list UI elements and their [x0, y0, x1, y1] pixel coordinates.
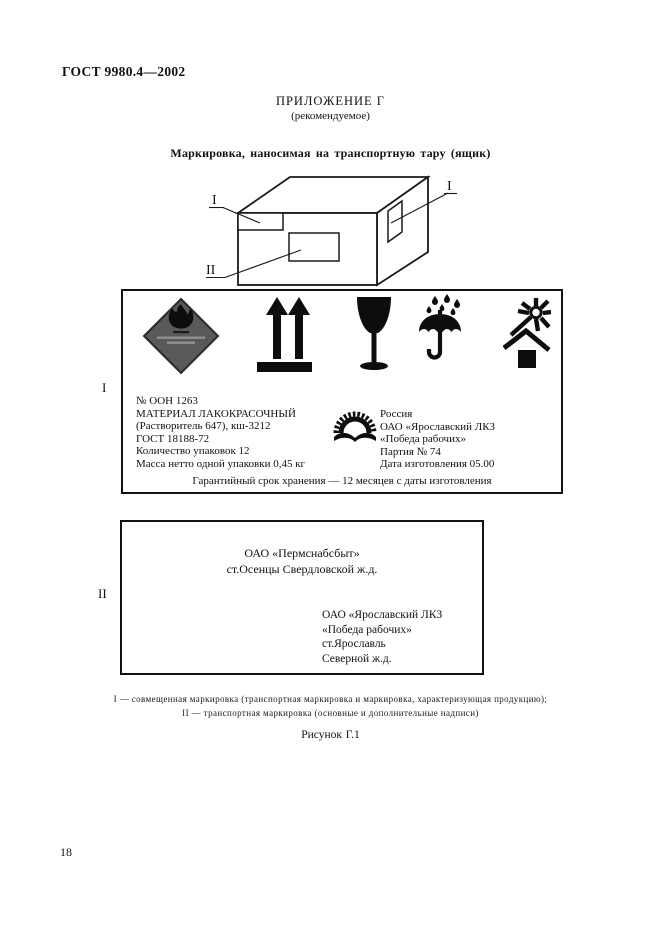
country: Россия — [380, 408, 413, 420]
appendix-heading: ПРИЛОЖЕНИЕ Г — [275, 94, 386, 108]
box-label-i-right: I — [447, 179, 452, 194]
keep-away-from-heat-icon — [503, 298, 551, 372]
batch-number: Партия № 74 — [380, 445, 441, 458]
transport-box-figure — [195, 168, 470, 293]
box-label-i-left: I — [212, 193, 217, 208]
panel1-side-label: I — [102, 380, 107, 395]
flammable-hazard-diamond-icon — [142, 297, 220, 375]
panel2-side-label: II — [98, 586, 107, 601]
consignee-block — [122, 546, 482, 577]
marking-area-front-center — [289, 233, 339, 261]
consignor-railway: Северной ж.д. — [322, 652, 392, 665]
marking-area-front-small — [238, 213, 283, 230]
product-name: МАТЕРИАЛ ЛАКОКРАСОЧНЫЙ — [136, 407, 296, 420]
footnote-2: II — транспортная маркировка (основные и дополнительные надписи) — [182, 708, 479, 718]
transport-marking-panel — [120, 520, 484, 675]
fragile-icon — [355, 297, 393, 373]
manufacture-date: Дата изготовления 05.00 — [380, 458, 495, 470]
figure-caption: Рисунок Г.1 — [301, 729, 360, 741]
appendix-note: (рекомендуемое) — [291, 110, 370, 122]
guarantee-line: Гарантийный срок хранения — 12 месяцев с даты изготовления — [192, 475, 492, 487]
consignor-station: ст.Ярославль — [322, 638, 386, 650]
product-type: (Растворитель 647), кш-3212 — [136, 420, 271, 432]
consignee-name: ОАО «Пермснабсбыт» — [244, 546, 360, 560]
consignor-name: ОАО «Ярославский ЛКЗ — [322, 609, 443, 621]
standard-number: ГОСТ 9980.4—2002 — [62, 64, 186, 79]
manufacturer-info-block — [380, 408, 495, 471]
consignor-block — [322, 608, 442, 666]
this-way-up-icon — [256, 296, 313, 374]
manufacturer-name: ОАО «Ярославский ЛКЗ — [380, 420, 496, 433]
net-mass: Масса нетто одной упаковки 0,45 кг — [136, 457, 306, 470]
footnote-1: I — совмещенная маркировка (транспортная маркировка и маркировка, характеризующая продукцию); — [113, 694, 548, 704]
box-drawing — [195, 168, 470, 293]
box-label-ii: II — [206, 263, 216, 278]
figure-title: Маркировка, наносимая на транспортную тару (ящик) — [170, 146, 491, 160]
page-number: 18 — [60, 845, 72, 859]
consignor-name-2: «Победа рабочих» — [322, 623, 412, 636]
product-info-block — [136, 395, 305, 470]
package-count: Количество упаковок 12 — [136, 445, 250, 457]
figure-footnotes — [0, 692, 661, 720]
gost-reference: ГОСТ 18188-72 — [136, 432, 210, 445]
manufacturer-name-2: «Победа рабочих» — [380, 433, 466, 445]
keep-dry-icon — [417, 294, 463, 374]
un-number: № ООН 1263 — [136, 395, 198, 407]
consignee-station: ст.Осенцы Свердловской ж.д. — [226, 561, 378, 576]
manufacturer-logo-icon — [332, 406, 378, 446]
combined-marking-panel — [121, 289, 563, 494]
